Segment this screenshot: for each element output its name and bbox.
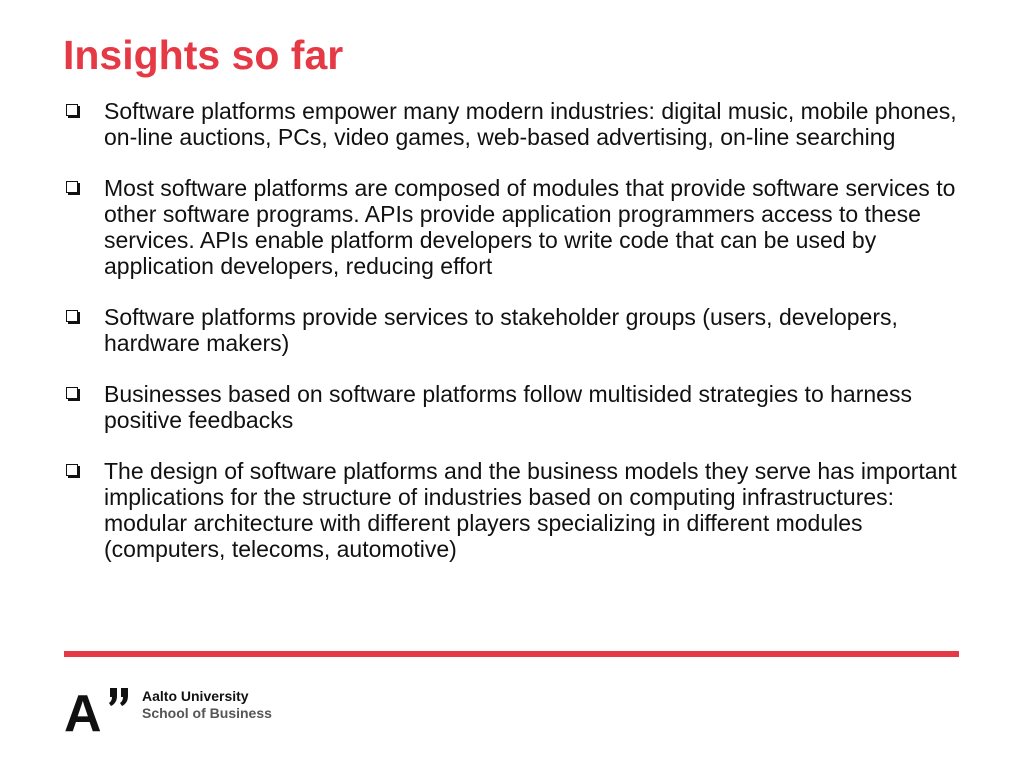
square-bullet-icon [66,464,78,476]
logo-wordmark [142,688,272,722]
bullet-text: Most software platforms are composed of modules that provide software services to other software programs. APIs provide application programmers access to these services. APIs enable platform developers to write code that can be used by application developers, reducing effort [104,175,956,279]
bullet-item [64,458,964,562]
bullet-list [64,98,964,587]
bullet-item [64,304,964,356]
logo-letter: A [64,685,102,734]
bullet-item [64,175,964,279]
footer-divider [64,651,959,657]
bullet-text: Software platforms empower many modern industries: digital music, mobile phones, on-line auctions, PCs, video games, web-based advertising, on-line searching [104,98,957,150]
square-bullet-icon [66,104,78,116]
bullet-item [64,98,964,150]
logo-university-name: Aalto University [142,688,249,704]
slide-title: Insights so far [63,32,344,78]
logo-school-name: School of Business [142,705,272,721]
square-bullet-icon [66,181,78,193]
bullet-text: The design of software platforms and the business models they serve has important implications for the structure of industries based on computing infrastructures: modular architecture with different players specializing in different modules (computers, telecoms, automotive) [104,458,957,562]
square-bullet-icon [66,310,78,322]
aalto-logo-mark-icon [64,684,134,734]
aalto-logo [64,684,294,734]
bullet-text: Software platforms provide services to stakeholder groups (users, developers, hardware makers) [104,304,898,356]
bullet-item [64,381,964,433]
bullet-text: Businesses based on software platforms follow multisided strategies to harness positive feedbacks [104,381,912,433]
square-bullet-icon [66,387,78,399]
